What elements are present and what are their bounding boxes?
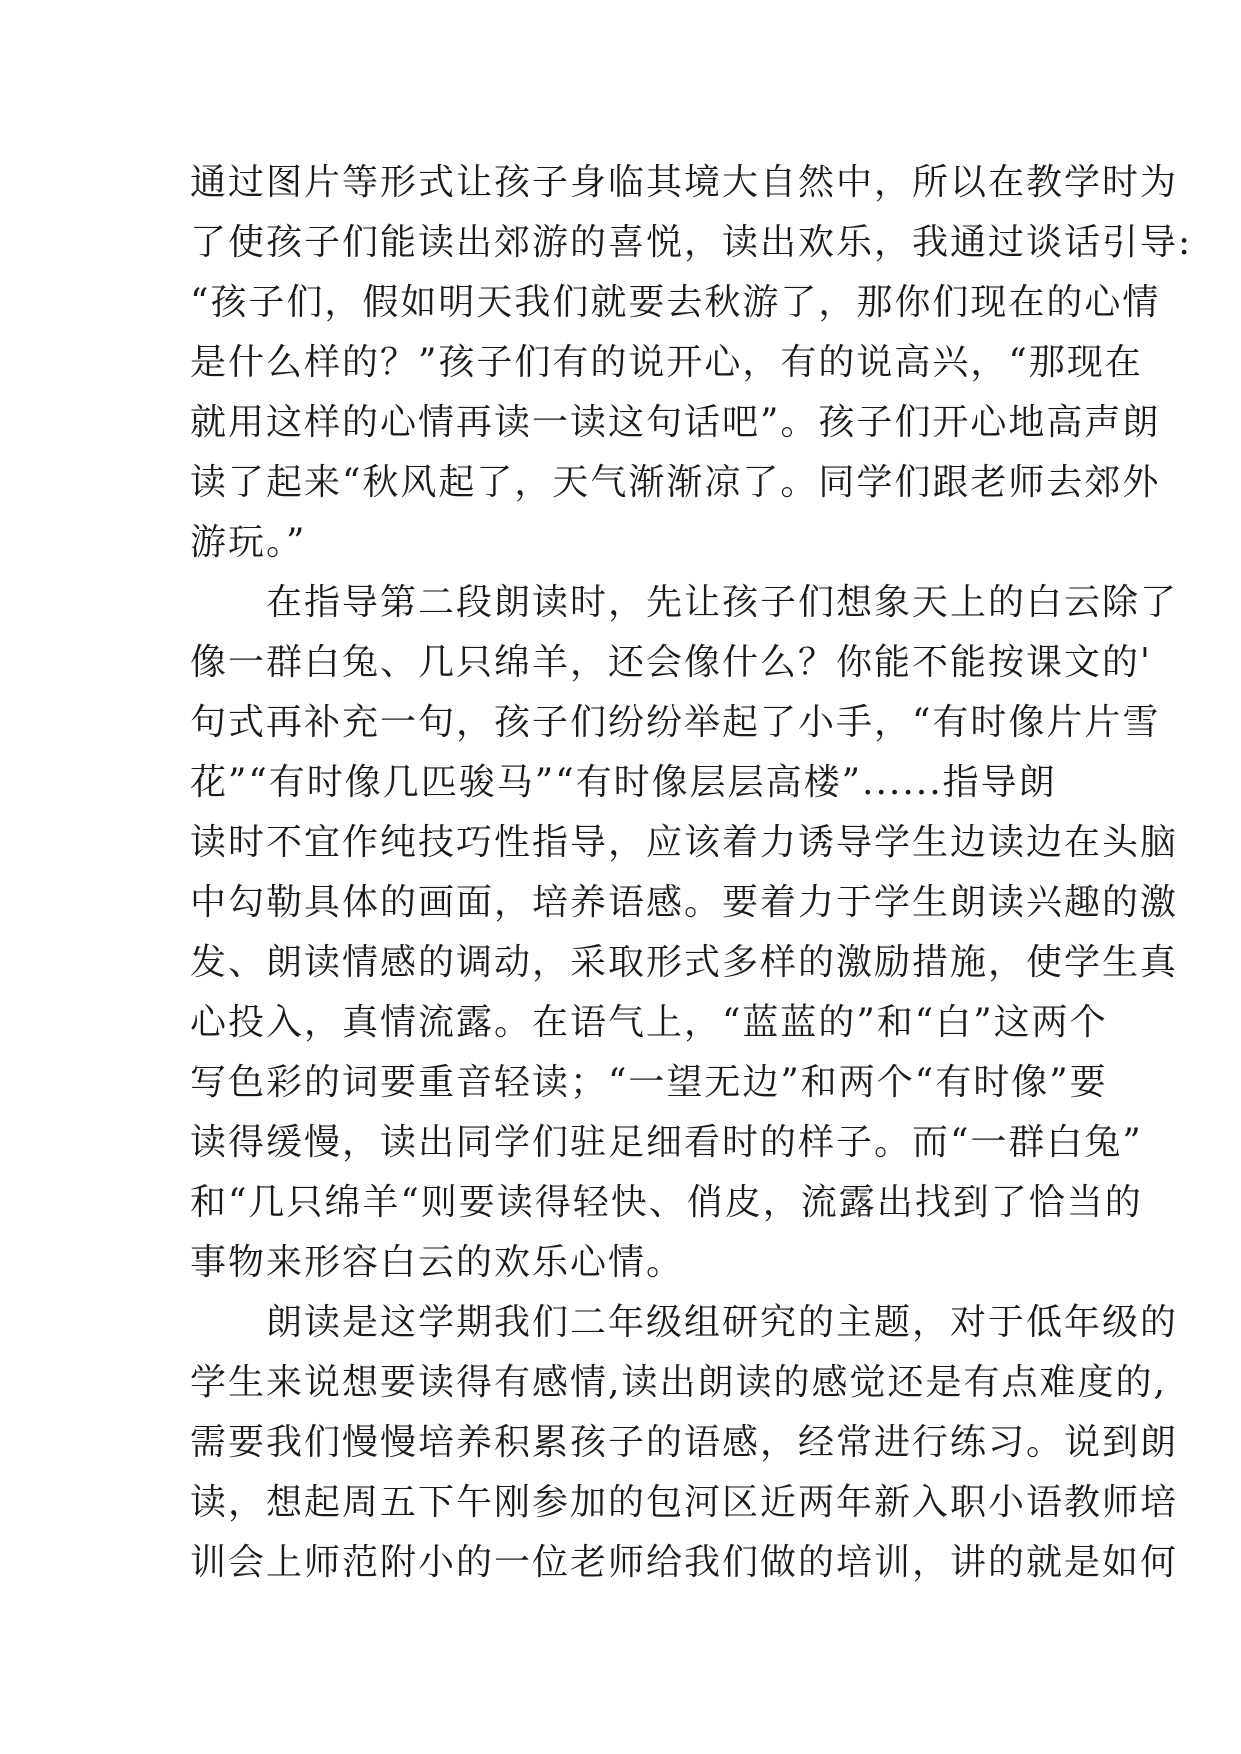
text-line: 中勾勒具体的画面，培养语感。要着力于学生朗读兴趣的激 [190,882,1179,923]
text-line: 通过图片等形式让孩子身临其境大自然中，所以在教学时为 [190,162,1179,203]
text-line: 在指导第二段朗读时，先让孩子们想象天上的白云除了 [190,582,1179,623]
text-line: 事物来形容白云的欢乐心情。 [190,1242,685,1283]
text-line: 心投入，真情流露。在语气上，“蓝蓝的”和“白”这两个 [190,1002,1108,1043]
paragraph-2 [190,573,1179,1293]
paragraph-3 [190,1293,1179,1593]
text-line: 像一群白兔、几只绵羊，还会像什么？你能不能按课文的' [190,642,1152,683]
text-line: 花”“有时像几匹骏马”“有时像层层高楼”......指导朗 [190,762,1057,803]
text-line: “孩子们，假如明天我们就要去秋游了，那你们现在的心情 [190,282,1161,323]
text-line: 发、朗读情感的调动，采取形式多样的激励措施，使学生真 [190,942,1179,983]
text-line: 游玩。” [190,522,307,563]
body-text [190,153,1193,1593]
text-line: 是什么样的？”孩子们有的说开心，有的说高兴，“那现在 [190,342,1143,383]
text-line: 读了起来“秋风起了，天气渐渐凉了。同学们跟老师去郊外 [190,462,1161,503]
text-line: 朗读是这学期我们二年级组研究的主题，对于低年级的 [190,1302,1179,1343]
text-line: 训会上师范附小的一位老师给我们做的培训，讲的就是如何 [190,1542,1179,1583]
text-line: 学生来说想要读得有感情,读出朗读的感觉还是有点难度的, [190,1362,1167,1403]
text-line: 句式再补充一句，孩子们纷纷举起了小手，“有时像片片雪 [190,702,1161,743]
text-line: 写色彩的词要重音轻读；“一望无边”和两个“有时像”要 [190,1062,1108,1103]
text-line: 和“几只绵羊“则要读得轻快、俏皮，流露出找到了恰当的 [190,1182,1143,1223]
text-line: 了使孩子们能读出郊游的喜悦，读出欢乐，我通过谈话引导: [190,222,1193,263]
text-line: 读，想起周五下午刚参加的包河区近两年新入职小语教师培 [190,1482,1179,1523]
text-line: 读得缓慢，读出同学们驻足细看时的样子。而“一群白兔” [190,1122,1143,1163]
text-line: 读时不宜作纯技巧性指导，应该着力诱导学生边读边在头脑 [190,822,1179,863]
text-line: 需要我们慢慢培养积累孩子的语感，经常进行练习。说到朗 [190,1422,1179,1463]
paragraph-1 [190,153,1193,573]
text-line: 就用这样的心情再读一读这句话吧”。孩子们开心地高声朗 [190,402,1161,443]
